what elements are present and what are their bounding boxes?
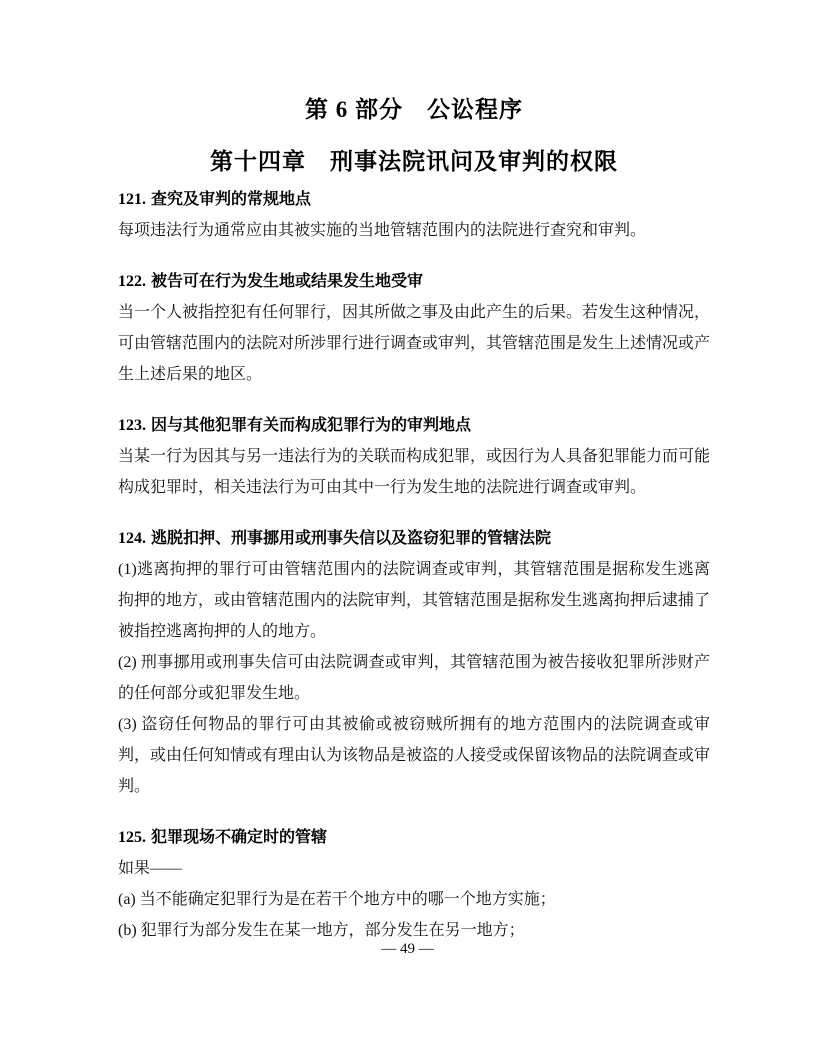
section-paragraph: (a) 当不能确定犯罪行为是在若干个地方中的哪一个地方实施； <box>118 891 556 908</box>
section-number: 124. <box>118 530 146 547</box>
section-paragraph: 每项违法行为通常应由其被实施的当地管辖范围内的法院进行查究和审判。 <box>118 222 647 239</box>
chapter-title: 第十四章 刑事法院讯问及审判的权限 <box>210 149 618 174</box>
section-heading <box>118 523 710 554</box>
section-heading <box>118 184 710 215</box>
section-paragraph: (2) 刑事挪用或刑事失信可由法院调查或审判，其管辖范围为被告接收犯罪所涉财产的任何部分或犯罪发生地。 <box>118 654 710 702</box>
section-title: 犯罪现场不确定时的管辖 <box>151 829 328 846</box>
section-125 <box>118 822 710 946</box>
section-121 <box>118 184 710 246</box>
section-heading <box>118 266 710 297</box>
section-title: 查究及审判的常规地点 <box>151 191 312 208</box>
section-title: 被告可在行为发生地或结果发生地受审 <box>151 273 424 290</box>
sections-container <box>118 184 710 946</box>
section-paragraph: 如果—— <box>118 860 183 877</box>
section-heading <box>118 822 710 853</box>
section-122 <box>118 266 710 390</box>
section-paragraph: (3) 盗窃任何物品的罪行可由其被偷或被窃贼所拥有的地方范围内的法院调查或审判，或由任何知情或有理由认为该物品是被盗的人接受或保留该物品的法院调查或审判。 <box>118 716 711 795</box>
part-title: 第 6 部分 公讼程序 <box>305 97 523 122</box>
page-number: — 49 — <box>381 941 434 957</box>
section-paragraph: (1)逃离拘押的罪行可由管辖范围内的法院调查或审判，其管辖范围是据称发生逃离拘押的地方，或由管辖范围内的法院审判，其管辖范围是据称发生逃离拘押后逮捕了被指控逃离拘押的人的地方。 <box>118 561 711 640</box>
section-paragraph: (b) 犯罪行为部分发生在某一地方，部分发生在另一地方； <box>118 922 525 939</box>
section-title: 逃脱扣押、刑事挪用或刑事失信以及盗窃犯罪的管辖法院 <box>151 530 552 547</box>
section-number: 125. <box>118 829 146 846</box>
section-paragraph: 当某一行为因其与另一违法行为的关联而构成犯罪，或因行为人具备犯罪能力而可能构成犯罪时，相关违法行为可由其中一行为发生地的法院进行调查或审判。 <box>118 448 711 496</box>
section-number: 123. <box>118 417 146 434</box>
section-number: 122. <box>118 273 146 290</box>
section-number: 121. <box>118 191 146 208</box>
section-title: 因与其他犯罪有关而构成犯罪行为的审判地点 <box>151 417 472 434</box>
section-heading <box>118 410 710 441</box>
section-124 <box>118 523 710 802</box>
section-paragraph: 当一个人被指控犯有任何罪行，因其所做之事及由此产生的后果。若发生这种情况，可由管辖范围内的法院对所涉罪行进行调查或审判，其管辖范围是发生上述情况或产生上述后果的地区。 <box>118 304 711 383</box>
section-123 <box>118 410 710 503</box>
